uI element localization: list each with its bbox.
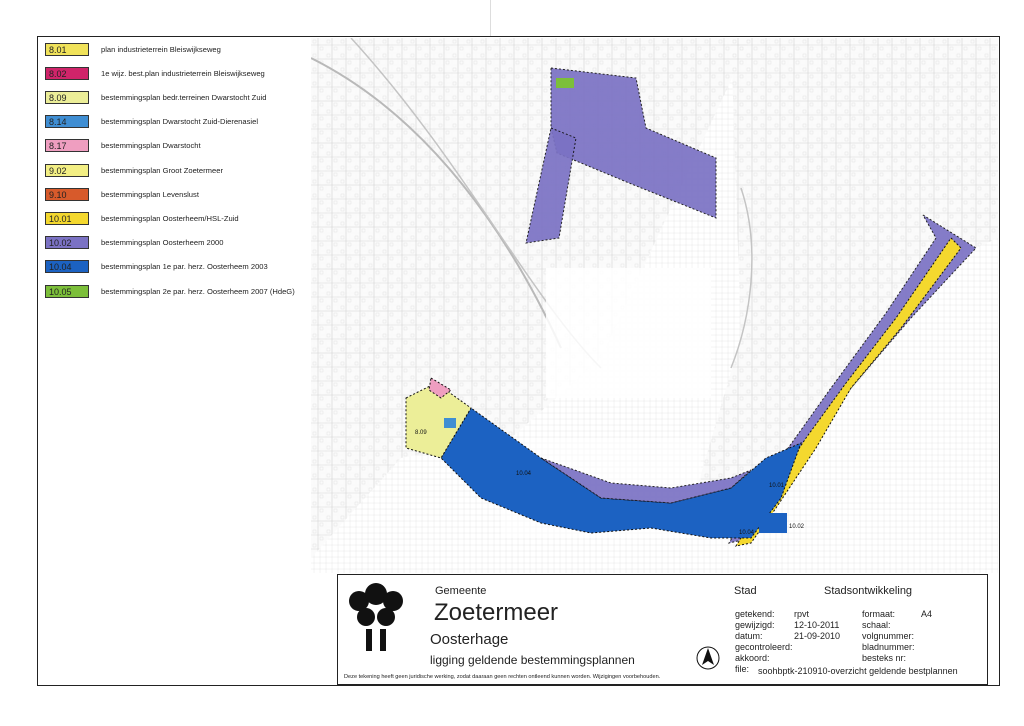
gecontroleerd-label: gecontroleerd:	[735, 642, 793, 652]
dept-name: Stadsontwikkeling	[824, 585, 913, 597]
formaat-label: formaat:	[862, 609, 896, 619]
gewijzigd-label: gewijzigd:	[735, 620, 775, 630]
legend-item	[45, 139, 201, 153]
legend-swatch: 9.02	[45, 164, 89, 177]
volgnummer-label: volgnummer:	[862, 631, 915, 641]
legend-label: bestemmingsplan Levenslust	[101, 189, 199, 199]
file-value: soohbptk-210910-overzicht geldende bestplannen	[758, 666, 958, 676]
legend-item	[45, 236, 223, 250]
legend-item	[45, 115, 258, 129]
map-subtitle: ligging geldende bestemmingsplannen	[430, 653, 635, 667]
legend-swatch: 8.09	[45, 91, 89, 104]
legend-item	[45, 42, 221, 56]
zone-8-14	[444, 418, 456, 428]
legend-label: 1e wijz. best.plan industrieterrein Bleiswijkseweg	[101, 68, 265, 78]
getekend-label: getekend:	[735, 609, 775, 619]
zone-10-04-east	[759, 513, 787, 533]
legend-label: bestemmingsplan Dwarstocht	[101, 141, 201, 151]
akkoord-label: akkoord:	[735, 653, 770, 663]
legend-item	[45, 66, 265, 80]
legend-swatch: 10.04	[45, 260, 89, 273]
area-name: Oosterhage	[430, 631, 509, 648]
label-10-04b: 10.04	[739, 530, 755, 536]
file-label: file:	[735, 664, 750, 674]
legend-swatch: 10.01	[45, 212, 89, 225]
schaal-label: schaal:	[862, 620, 891, 630]
legend-item	[45, 163, 223, 177]
municipality-name: Zoetermeer	[434, 599, 559, 626]
municipality-label: Gemeente	[435, 585, 487, 597]
legend-label: bestemmingsplan Dwarstocht Zuid-Dierenasiel	[101, 117, 259, 127]
datum-label: datum:	[735, 631, 763, 641]
legend-label: bestemmingsplan 1e par. herz. Oosterheem 2003	[101, 262, 268, 272]
legend-item	[45, 187, 199, 201]
legend-label: bestemmingsplan bedr.terreinen Dwarstocht Zuid	[101, 92, 267, 102]
label-10-01: 10.01	[769, 483, 785, 489]
legend-item	[45, 90, 266, 104]
tree-logo-icon	[346, 583, 406, 655]
legend-item	[45, 211, 239, 225]
legend-label: bestemmingsplan Groot Zoetermeer	[101, 165, 223, 175]
legend-label: bestemmingsplan Oosterheem/HSL-Zuid	[101, 213, 239, 223]
label-10-02: 10.02	[789, 524, 805, 530]
north-arrow-icon	[695, 645, 721, 671]
legend-swatch: 8.01	[45, 43, 89, 56]
bladnummer-label: bladnummer:	[862, 642, 915, 652]
legend-swatch: 9.10	[45, 188, 89, 201]
dept-label: Stad	[734, 585, 757, 597]
legend-swatch: 8.17	[45, 139, 89, 152]
legend-item	[45, 260, 268, 274]
legend-label: bestemmingsplan 2e par. herz. Oosterheem 2007 (HdeG)	[101, 286, 295, 296]
zone-10-05-north	[556, 78, 574, 88]
legend-item	[45, 284, 295, 298]
legend-swatch: 10.02	[45, 236, 89, 249]
map-area	[311, 38, 998, 573]
getekend-value: rpvt	[794, 609, 810, 619]
label-8-09: 8.09	[415, 430, 427, 436]
disclaimer: Deze tekening heeft geen juridische werking, zodat daaraan geen rechten ontleend kunnen worden. Wijzigingen voorbehouden.	[344, 674, 661, 680]
gewijzigd-value: 12-10-2011	[794, 620, 840, 630]
legend-swatch: 8.14	[45, 115, 89, 128]
label-10-04: 10.04	[516, 471, 532, 477]
title-block	[337, 574, 988, 685]
legend-swatch: 10.05	[45, 285, 89, 298]
legend-swatch: 8.02	[45, 67, 89, 80]
besteks-label: besteks nr:	[862, 653, 907, 663]
fold-line	[490, 0, 491, 36]
formaat-value: A4	[921, 609, 933, 619]
legend-label: plan industrieterrein Bleiswijkseweg	[101, 44, 221, 54]
legend-label: bestemmingsplan Oosterheem 2000	[101, 238, 224, 248]
datum-value: 21-09-2010	[794, 631, 841, 641]
